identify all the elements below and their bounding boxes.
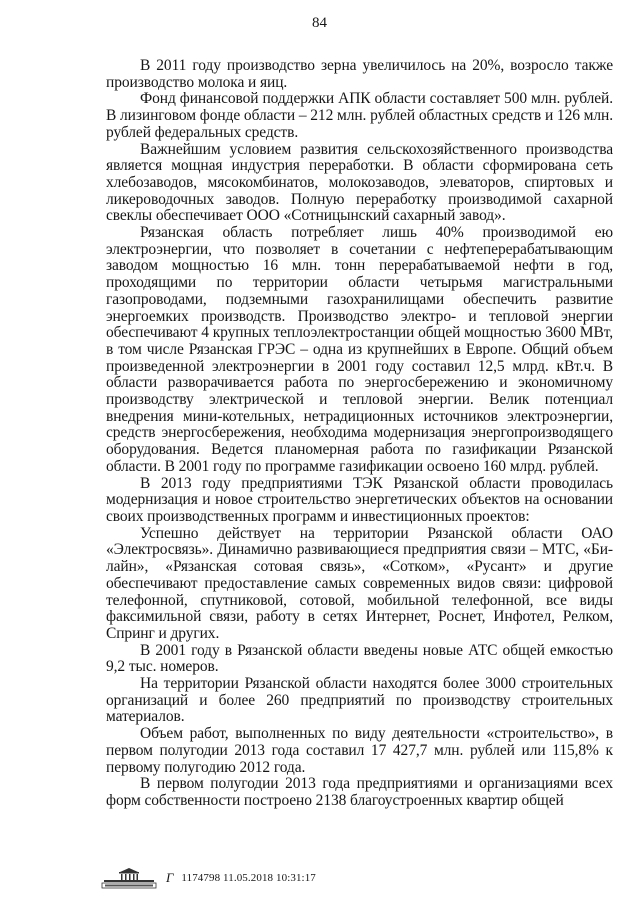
paragraph-apartments: В первом полугодии 2013 года предприятиями и организациями всех форм собственности построено 2138 благоустроенных квартир общей: [106, 775, 613, 809]
paragraph-apk-fund: Фонд финансовой поддержки АПК области составляет 500 млн. рублей. В лизинговом фонде области – 212 млн. рублей областных средств и 126 млн. рублей федеральных средств.: [106, 90, 613, 141]
government-seal-icon: [100, 867, 158, 889]
page-number: 84: [312, 15, 327, 31]
paragraph-communications: Успешно действует на территории Рязанской области ОАО «Электросвязь». Динамично развивающиеся предприятия связи – МТС, «Би-лайн», «Рязанская сотовая связь», «Сотком», «Русант» и другие обеспечивают предоставление самых современных видов связи: цифровой телефонной, спутниковой, сотовой, мобильной телефонной, все виды факсимильной связи, работу в сетях Интернет, Роснет, Инфотел, Релком, Спринг и других.: [106, 524, 613, 642]
paragraph-tek-modernization: В 2013 году предприятиями ТЭК Рязанской области проводилась модернизация и новое строительство энергетических объектов на основании своих производственных программ и инвестиционных проектов:: [106, 474, 613, 525]
paragraph-grain-production: В 2011 году производство зерна увеличилось на 20%, возросло также производство молока и яиц.: [106, 57, 613, 91]
paragraph-energy: Рязанская область потребляет лишь 40% производимой ею электроэнергии, что позволяет в сочетании с нефтеперерабатывающим заводом мощностью 16 млн. тонн перерабатываемой нефти в год, проходящими по территории области четырьмя магистральными газопроводами, подземными газохранилищами обеспечить развитие энергоемких производств. Производство электро- и тепловой энергии обеспечивают 4 крупных теплоэлектростанции общей мощностью 3600 МВт, в том числе Рязанская ГРЭС – одна из крупнейших в Европе. Общий объем произведенной электроэнергии в 2001 году составил 12,5 млрд. кВт.ч. В области разворачивается работа по энергосбережению и экономичному производству электрической и тепловой энергии. Велик потенциал внедрения мини-котельных, нетрадиционных источников электроэнергии, средств энергосбережения, необходима модернизация энергопроизводящего оборудования. Ведется планомерная работа по газификации Рязанской области. В 2001 году по программе газификации освоено 160 млрд. рублей.: [106, 224, 613, 475]
paragraph-construction-volume: Объем работ, выполненных по виду деятельности «строительство», в первом полугодии 2013 года составил 17 427,7 млн. рублей или 115,8% к первому полугодию 2012 года.: [106, 725, 613, 776]
paragraph-ats: В 2001 году в Рязанской области введены новые АТС общей емкостью 9,2 тыс. номеров.: [106, 641, 613, 676]
signature-mark: Г: [166, 870, 174, 885]
paragraph-construction-organizations: На территории Рязанской области находятся более 3000 строительных организаций и более 260 предприятий по производству строительных материалов.: [106, 675, 613, 726]
document-footer: [100, 866, 316, 890]
paragraph-processing-industry: Важнейшим условием развития сельскохозяйственного производства является мощная индустрия переработки. В области сформирована сеть хлебозаводов, мясокомбинатов, молокозаводов, элеваторов, спиртовых и ликероводочных заводов. Полную переработку производимой сахарной свеклы обеспечивает ООО «Сотницынский сахарный завод».: [106, 140, 613, 225]
document-stamp: 1174798 11.05.2018 10:31:17: [181, 872, 316, 884]
document-body: [106, 58, 613, 810]
